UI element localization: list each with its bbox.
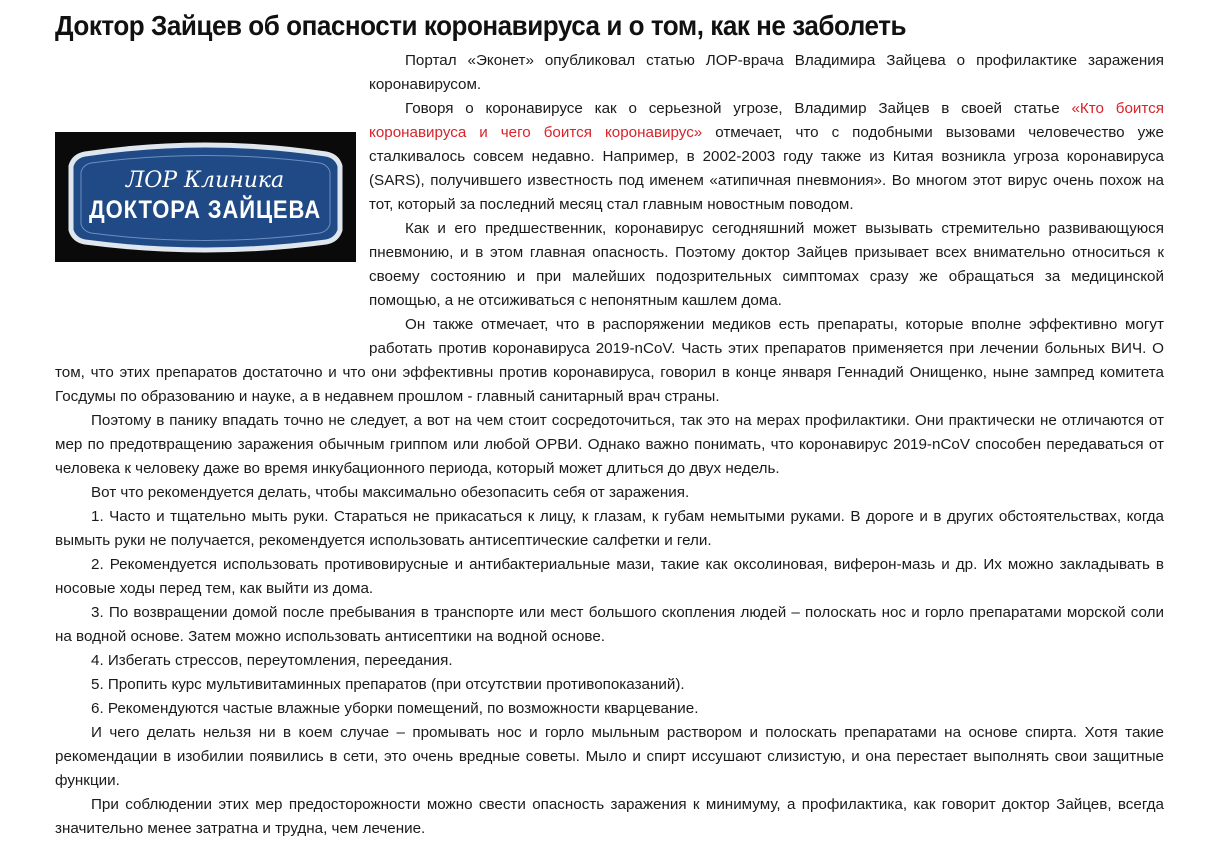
logo-line-1: ЛОР Клиника <box>125 168 285 193</box>
list-item: 3. По возвращении домой после пребывания в транспорте или мест большого скопления людей – полоскать нос и горло препаратами морской соли на водной основе. Затем можно использовать антисептики на водной основе. <box>55 604 1164 645</box>
paragraph-intro: Портал «Эконет» опубликовал статью ЛОР-врача Владимира Зайцева о профилактике заражения коронавирусом. <box>369 52 1164 93</box>
paragraph-conclusion: При соблюдении этих мер предосторожности можно свести опасность заражения к минимуму, а профилактика, как говорит доктор Зайцев, всегда значительно менее затратна и трудна, чем лечение. <box>55 796 1164 837</box>
list-item: 4. Избегать стрессов, переутомления, переедания. <box>91 652 453 669</box>
paragraph-prevention: Поэтому в панику впадать точно не следует, а вот на чем стоит сосредоточиться, так это на мерах профилактики. Они практически не отличаются от мер по предотвращению заражения обычным гриппом или любой ОРВИ. Однако важно понимать, что коронавирус 2019-nCoV способен передаваться от человека к человеку даже во время инкубационного периода, который может длиться до двух недель. <box>55 412 1164 477</box>
paragraph-threat-start: Говоря о коронавирусе как о серьезной угрозе, Владимир Зайцев в своей статье <box>405 100 1072 117</box>
paragraph-medicines: Он также отмечает, что в распоряжении медиков есть препараты, которые вполне эффективно могут работать против коронавируса 2019-nCoV. Часть этих препаратов применяется при лечении больных ВИЧ. О том, что этих препаратов достаточно и что они эффективны против коронавируса, говорил в конце января Геннадий Онищенко, ныне зампред комитета Госдумы по образованию и науке, а в недавнем прошлом - главный санитарный врач страны. <box>55 316 1164 405</box>
list-item: 2. Рекомендуется использовать противовирусные и антибактериальные мази, такие как оксолиновая, виферон-мазь и др. Их можно закладывать в носовые ходы перед тем, как выйти из дома. <box>55 556 1164 597</box>
list-item: 5. Пропить курс мультивитаминных препаратов (при отсутствии противопоказаний). <box>91 676 685 693</box>
list-item: 6. Рекомендуются частые влажные уборки помещений, по возможности кварцевание. <box>91 700 699 717</box>
article-title: Доктор Зайцев об опасности коронавируса и о том, как не заболеть <box>55 10 907 41</box>
paragraph-pneumonia: Как и его предшественник, коронавирус сегодняшний может вызывать стремительно развивающуюся пневмонию, и в этом главная опасность. Поэтому доктор Зайцев призывает всех внимательно относиться к своему состоянию и при малейших подозрительных симптомах сразу же обращаться за медицинской помощью, а не отсиживаться с непонятным кашлем дома. <box>369 220 1164 309</box>
paragraph-recommendations-intro: Вот что рекомендуется делать, чтобы максимально обезопасить себя от заражения. <box>91 484 690 501</box>
logo-float-spacer <box>55 49 369 357</box>
article-body <box>55 49 1164 841</box>
logo-line-2: ДОКТОРА ЗАЙЦЕВА <box>89 196 353 224</box>
paragraph-donts: И чего делать нельзя ни в коем случае – промывать нос и горло мыльным раствором и полоскать препаратами на основе спирта. Хотя такие рекомендации в изобилии появились в сети, это очень вредные советы. Мыло и спирт иссушают слизистую, и она перестает выполнять свои защитные функции. <box>55 724 1164 789</box>
list-item: 1. Часто и тщательно мыть руки. Стараться не прикасаться к лицу, к глазам, к губам немытыми руками. В дороге и в других обстоятельствах, когда вымыть руки не получается, рекомендуется использовать антисептические салфетки и гели. <box>55 508 1164 549</box>
article-link[interactable]: «Кто боится коронавируса и чего боится коронавирус» <box>369 100 1164 141</box>
paragraph-threat-end: отмечает, что с подобными вызовами человечество уже сталкивалось совсем недавно. Например, в 2002-2003 году также из Китая возникла угроза коронавируса (SARS), получившего известность под именем «атипичная пневмония». Во многом этот вирус очень похож на тот, который за последний месяц стал главным новостным поводом. <box>369 124 1164 213</box>
